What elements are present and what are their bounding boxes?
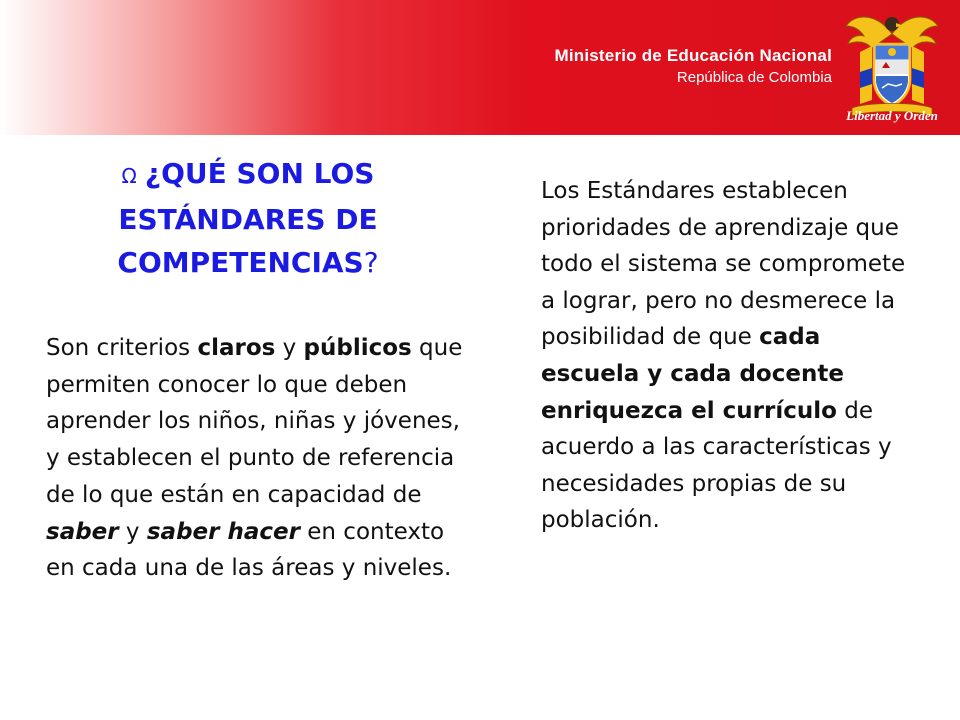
right-text-1: Los Estándares establecen prioridades de aprendizaje que todo el sistema se compromete a lograr, pero no desmerece la posibilidad de que bbox=[541, 178, 906, 351]
omega-bullet-icon: Ω bbox=[121, 164, 137, 188]
ministry-name: Ministerio de Educación Nacional bbox=[554, 46, 832, 65]
priorities-paragraph bbox=[541, 173, 921, 539]
slide-title bbox=[58, 152, 438, 284]
motto: Libertad y Orden bbox=[846, 108, 938, 123]
left-text-5: en contexto en cada una de las áreas y niveles. bbox=[46, 518, 452, 582]
left-bold-claros: claros bbox=[197, 335, 276, 361]
left-bold-publicos: públicos bbox=[303, 335, 412, 361]
title-line-1: ¿QUÉ SON LOS bbox=[144, 157, 375, 190]
right-text-2: de acuerdo a las características y necesidades propias de su población. bbox=[541, 397, 892, 534]
left-bold-italic-saber: saber bbox=[46, 518, 119, 545]
left-text-1: Son criterios bbox=[46, 335, 198, 361]
title-question-mark: ? bbox=[363, 246, 379, 279]
header-text bbox=[554, 45, 832, 89]
definition-paragraph bbox=[46, 330, 476, 587]
right-bold-text: cada escuela y cada docente enriquezca el currículo bbox=[541, 324, 844, 424]
left-bold-italic-saber-hacer: saber hacer bbox=[146, 518, 300, 545]
header-banner bbox=[0, 0, 960, 135]
title-line-2: ESTÁNDARES DE bbox=[118, 203, 378, 236]
title-line-3: COMPETENCIAS bbox=[117, 246, 364, 279]
left-text-4: y bbox=[118, 518, 147, 545]
left-text-3: que permiten conocer lo que deben aprender los niños, niñas y jóvenes, y establecen el punto de referencia de lo que están en capacidad de bbox=[46, 335, 463, 508]
left-text-2: y bbox=[275, 335, 304, 361]
republic-name: República de Colombia bbox=[676, 69, 832, 86]
